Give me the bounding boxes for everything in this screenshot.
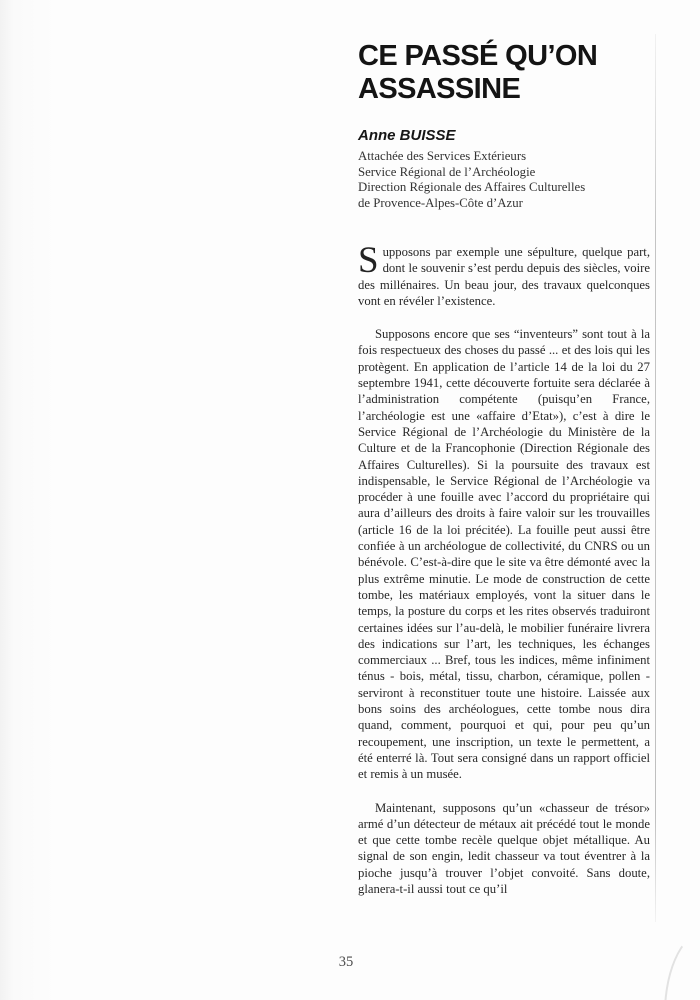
title-line-2: ASSASSINE bbox=[358, 73, 521, 105]
column-rule-divider bbox=[655, 34, 656, 922]
article-body bbox=[358, 240, 650, 897]
article-title bbox=[358, 40, 650, 106]
affiliation-line: Service Régional de l’Archéologie bbox=[358, 164, 536, 179]
affiliation-line: Attachée des Services Extérieurs bbox=[358, 149, 527, 163]
paragraph-intro bbox=[358, 240, 650, 309]
scan-page-curl-artifact bbox=[664, 928, 700, 1000]
article-column bbox=[358, 40, 650, 897]
drop-cap: S bbox=[358, 240, 379, 281]
affiliation-line: de Provence-Alpes-Côte d’Azur bbox=[358, 195, 523, 210]
author-name: Anne BUISSE bbox=[358, 127, 456, 144]
paragraph-third: Maintenant, supposons qu’un «chasseur de trésor» armé d’un détecteur de métaux ait précédé tout le monde et que cette tombe recèle quelque objet métallique. Au signal de son engin, ledit chasseur va tout éventrer à la pioche jusqu’à trouver l’objet convoité. Sans doute, glanera-t-il aussi tout ce qu’il bbox=[358, 800, 650, 896]
affiliation-block bbox=[358, 149, 650, 211]
title-line-1: CE PASSÉ QU’ON bbox=[358, 40, 598, 72]
paragraph-second: Supposons encore que ses “inventeurs” sont tout à la fois respectueux des choses du passé ... et des lois qui les protègent. En application de l’article 14 de la loi du 27 septembre 1941, cette découverte fortuite sera déclarée à l’administration compétente (puisqu’en France, l’archéologie est une «affaire d’Etat»), c’est à dire le Service Régional de l’Archéologie du Ministère de la Culture et de la Francophonie (Direction Régionale des Affaires Culturelles). Si la poursuite des travaux est indispensable, le Service Régional de l’Archéologie va procéder à une fouille avec l’accord du propriétaire qui aura d’ailleurs des droits à faire valoir sur les trouvailles (article 16 de la loi précitée). La fouille peut aussi être confiée à un archéologue de collectivité, du CNRS ou un bénévole. C’est-à-dire que le site va être démonté avec la plus extrême minutie. Le mode de construction de cette tombe, les matériaux employés, vont la situer dans le temps, la posture du corps et les rites observés traduiront certaines idées sur l’au-delà, le mobilier funéraire livrera des indications sur l’art, les techniques, les échanges commerciaux ... Bref, tous les indices, même infiniment ténus - bois, métal, tissu, charbon, céramique, pollen - serviront à reconstituer toute une histoire. Laissée aux bons soins des archéologues, cette tombe nous dira quand, comment, pourquoi et qui, pour peu qu’un recoupement, une inscription, un texte le permettent, a été enterré là. Tout sera consigné dans un rapport officiel et remis à un musée. bbox=[358, 327, 650, 782]
affiliation-line: Direction Régionale des Affaires Culturelles bbox=[358, 180, 586, 194]
paragraph-intro-text: upposons par exemple une sépulture, quelque part, dont le souvenir s’est perdu depuis des siècles, voire des millénaires. Un beau jour, des travaux quelconques vont en révéler l’existence. bbox=[358, 245, 650, 308]
page-number: 35 bbox=[338, 954, 354, 970]
